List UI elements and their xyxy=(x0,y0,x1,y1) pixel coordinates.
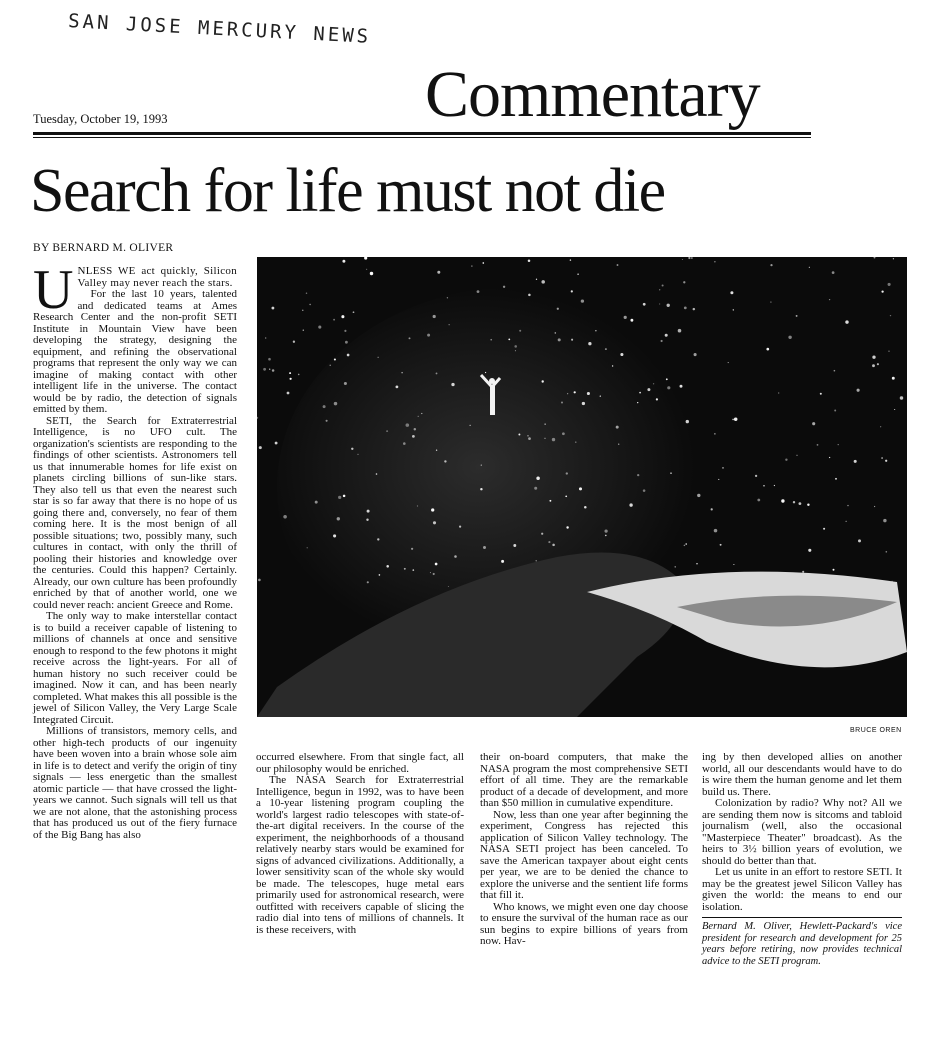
star xyxy=(577,273,579,275)
star xyxy=(263,368,266,371)
star xyxy=(431,508,434,511)
star xyxy=(566,526,568,528)
star xyxy=(433,521,436,524)
star xyxy=(309,304,310,305)
star xyxy=(809,267,810,268)
star xyxy=(893,258,894,259)
star xyxy=(557,308,559,310)
paragraph: For the last 10 years, talented and dedicated teams at Ames Research Center and the non-profit SETI Institute in Mountain View have been developing the strategy, designing the equipment, and refining the observational programs that represent the only way we can imagine of making contact with other intelligent life in the universe. The contact would be by radio, the detection of signals emitted by them. xyxy=(33,288,237,415)
star xyxy=(555,332,557,334)
star xyxy=(846,521,847,522)
star xyxy=(637,402,638,403)
star xyxy=(549,500,551,502)
star xyxy=(838,444,839,445)
star xyxy=(858,539,861,542)
star xyxy=(333,319,335,321)
star xyxy=(643,303,646,306)
star xyxy=(433,315,436,318)
star xyxy=(565,495,567,497)
paragraph: ing by then developed allies on another world, all our descendants would have to do is wire them the human genome and let them build us. There. xyxy=(702,751,902,798)
star xyxy=(545,424,546,425)
star xyxy=(881,290,883,292)
star xyxy=(518,434,520,436)
star xyxy=(711,508,713,510)
star xyxy=(686,420,689,423)
star xyxy=(571,290,573,292)
masthead-rule xyxy=(33,132,811,135)
star xyxy=(639,392,641,394)
star xyxy=(485,372,486,373)
star xyxy=(528,294,531,297)
star xyxy=(661,340,663,342)
star xyxy=(265,337,266,338)
star xyxy=(315,501,318,504)
star xyxy=(605,535,607,537)
star xyxy=(444,460,446,462)
star xyxy=(418,416,419,417)
star xyxy=(421,413,422,414)
night-sky-figure-illustration xyxy=(257,257,907,717)
star xyxy=(812,422,815,425)
star xyxy=(535,560,536,561)
star xyxy=(558,338,561,341)
star xyxy=(344,382,347,385)
star xyxy=(886,551,888,553)
star xyxy=(808,549,811,552)
star xyxy=(471,266,472,267)
star xyxy=(618,444,619,445)
star xyxy=(259,446,262,449)
star xyxy=(832,271,835,274)
star xyxy=(616,426,619,429)
lead-paragraph xyxy=(33,259,237,321)
byline: BY BERNARD M. OLIVER xyxy=(33,242,174,254)
star xyxy=(612,365,613,366)
star xyxy=(451,383,454,386)
star xyxy=(680,385,683,388)
star xyxy=(357,454,358,455)
star xyxy=(449,324,450,325)
star xyxy=(684,307,687,310)
star xyxy=(343,495,346,498)
star xyxy=(894,409,895,410)
star xyxy=(684,545,686,547)
star xyxy=(834,370,836,372)
star xyxy=(345,341,348,344)
star xyxy=(696,563,697,564)
star xyxy=(412,435,415,438)
star xyxy=(289,378,291,380)
star xyxy=(342,260,345,263)
star xyxy=(501,560,504,563)
star xyxy=(624,316,627,319)
star xyxy=(367,581,369,583)
star xyxy=(694,353,697,356)
article-column-4 xyxy=(702,752,902,967)
paragraph: Millions of transistors, memory cells, and other high-tech products of our ingenuity have been woven into a brain whose sole aim in life is to detect and verify the origin of tiny signals — less energetic than the smallest atomic particle — that have crossed the light-years we cannot. Such signals will tell us that we are not alone, that the astonishing process that has produced us out of the fiery furnace of the Big Bang has also xyxy=(33,725,237,841)
star xyxy=(334,358,336,360)
star xyxy=(793,501,795,503)
star xyxy=(732,419,734,421)
star xyxy=(433,573,435,575)
star xyxy=(733,309,734,310)
star xyxy=(366,518,368,520)
star xyxy=(665,334,668,337)
star xyxy=(534,487,537,490)
star xyxy=(536,477,540,481)
star xyxy=(574,391,576,393)
star xyxy=(481,464,482,465)
star xyxy=(667,304,670,307)
star xyxy=(774,485,775,486)
star xyxy=(503,286,505,288)
star xyxy=(379,574,381,576)
star xyxy=(667,386,670,389)
star xyxy=(353,311,355,313)
star xyxy=(293,341,295,343)
star xyxy=(323,405,326,408)
star xyxy=(548,541,550,543)
star xyxy=(620,353,623,356)
star xyxy=(272,369,275,372)
paragraph: SETI, the Search for Extraterrestrial Intelligence, is no UFO cult. The organization's scientists are responding to the findings of other scientists. Astronomers tell us that innumerable homes for life exist on planets circling billions of sun-like stars. They also tell us that even the nearest such star is so far away that there is no hope of us going there and, conversely, no fear of them coming here. It is the most benign of all possible situations; two, possibly many, such cultures in contact, with only the thrill of pooling their histories and knowledge over the centuries. Could this happen? Certainly. Already, our own culture has been profoundly enriched by that of another world, one we could never reach: ancient Greece and Rome. xyxy=(33,414,237,611)
star xyxy=(528,437,531,440)
paragraph: Now, less than one year after beginning the experiment, Congress has rejected this application of Silicon Valley technology. The NASA SETI project has been canceled. To save the American taxpayer about eight cents per year, we are to be denied the chance to explore the universe and the sentient life forms that fill it. xyxy=(480,808,688,901)
star xyxy=(685,543,687,545)
star xyxy=(880,426,881,427)
star xyxy=(268,358,271,361)
star xyxy=(287,392,290,395)
star xyxy=(874,506,875,507)
star xyxy=(802,571,804,573)
drop-cap: U xyxy=(33,259,74,321)
star xyxy=(714,261,715,262)
star xyxy=(807,504,809,506)
star xyxy=(396,386,399,389)
star xyxy=(829,299,830,300)
handwritten-source-note: SAN JOSE MERCURY NEWS xyxy=(67,10,372,48)
star xyxy=(303,330,304,331)
star xyxy=(448,586,449,587)
star xyxy=(693,308,695,310)
star xyxy=(370,272,373,275)
star xyxy=(337,517,340,520)
star xyxy=(566,472,568,474)
star xyxy=(834,410,836,412)
paragraph: Who knows, we might even one day choose to ensure the survival of the human race as our sun begins to expire billions of years from now. Hav- xyxy=(480,900,688,947)
star xyxy=(605,348,607,350)
star xyxy=(527,435,529,437)
star xyxy=(629,503,632,506)
star xyxy=(541,280,545,284)
star xyxy=(820,393,822,395)
star xyxy=(885,460,887,462)
star xyxy=(847,505,848,506)
star xyxy=(271,307,274,310)
star xyxy=(900,396,903,399)
star xyxy=(544,438,545,439)
star xyxy=(659,289,660,290)
paragraph: Let us unite in an effort to restore SETI. It may be the greatest jewel Silicon Valley has given the world: the means to end our isolation. xyxy=(702,866,902,913)
star xyxy=(542,380,544,382)
star xyxy=(833,569,835,571)
star xyxy=(575,441,576,442)
star xyxy=(508,338,510,340)
star xyxy=(662,284,664,286)
star xyxy=(877,363,879,365)
star xyxy=(377,538,379,540)
star xyxy=(653,383,654,384)
star xyxy=(552,544,555,547)
star xyxy=(528,260,531,263)
star xyxy=(351,448,353,450)
author-bio: Bernard M. Oliver, Hewlett-Packard's vice president for research and development for 25 years before retiring, now provides technical advice to the SETI program. xyxy=(702,917,902,967)
star xyxy=(854,460,857,463)
star xyxy=(781,499,784,502)
star xyxy=(483,546,486,549)
star xyxy=(778,392,779,393)
lead-text: NLESS WE act quickly, Silicon Valley may never reach the stars. xyxy=(77,265,237,289)
star xyxy=(378,357,379,358)
article-column-3 xyxy=(480,752,688,948)
star xyxy=(845,320,848,323)
star xyxy=(588,342,591,345)
star xyxy=(581,299,584,302)
star xyxy=(338,496,341,499)
publication-date: Tuesday, October 19, 1993 xyxy=(33,112,168,126)
star xyxy=(881,457,883,459)
star xyxy=(401,372,403,374)
star xyxy=(536,279,537,280)
star xyxy=(454,555,457,558)
star xyxy=(656,398,658,400)
star xyxy=(333,534,336,537)
star xyxy=(386,430,388,432)
star xyxy=(562,432,565,435)
star xyxy=(403,442,406,445)
star xyxy=(630,319,633,322)
star xyxy=(307,547,308,548)
star xyxy=(770,301,771,302)
star xyxy=(730,291,733,294)
star xyxy=(366,269,367,270)
star xyxy=(412,569,414,571)
star xyxy=(344,330,346,332)
star xyxy=(605,530,608,533)
star xyxy=(788,336,791,339)
star xyxy=(459,526,461,528)
star xyxy=(817,444,819,446)
star xyxy=(659,303,660,304)
star xyxy=(552,438,555,441)
star xyxy=(579,487,582,490)
star xyxy=(872,364,875,367)
paragraph: their on-board computers, that make the NASA program the most comprehensive SETI effort of all time. They are the remarkable product of a decade of development, and more than $50 million in cumulative expenditure. xyxy=(480,751,688,809)
star xyxy=(411,548,413,550)
star xyxy=(835,478,837,480)
star xyxy=(582,402,585,405)
star xyxy=(376,473,378,475)
star xyxy=(430,572,431,573)
star xyxy=(330,365,331,366)
star xyxy=(435,563,438,566)
star xyxy=(367,510,370,513)
star xyxy=(318,326,321,329)
star xyxy=(678,329,682,333)
star xyxy=(404,568,406,570)
star xyxy=(718,479,719,480)
star xyxy=(883,519,886,522)
star xyxy=(447,297,448,298)
star xyxy=(514,345,517,348)
star xyxy=(888,351,889,352)
star xyxy=(714,433,715,434)
star xyxy=(728,362,729,363)
star xyxy=(683,281,685,283)
star xyxy=(637,474,639,476)
star xyxy=(269,369,270,370)
star xyxy=(733,564,734,565)
star xyxy=(519,330,521,332)
star xyxy=(406,423,410,427)
star xyxy=(796,315,798,317)
headline: Search for life must not die xyxy=(30,157,665,225)
star xyxy=(799,502,802,505)
star xyxy=(409,337,411,339)
star xyxy=(890,315,891,316)
star xyxy=(482,262,484,264)
star xyxy=(675,566,676,567)
star xyxy=(570,259,571,260)
masthead-rule-thin xyxy=(33,137,811,138)
star xyxy=(289,372,291,374)
star xyxy=(763,485,765,487)
star xyxy=(306,292,307,293)
star xyxy=(722,467,724,469)
star xyxy=(670,472,672,474)
star xyxy=(770,264,772,266)
star xyxy=(347,354,350,357)
star xyxy=(796,455,797,456)
star xyxy=(477,290,480,293)
star xyxy=(617,264,619,266)
star xyxy=(682,259,683,260)
star xyxy=(386,565,389,568)
star xyxy=(755,475,757,477)
star xyxy=(302,310,303,311)
star xyxy=(872,356,875,359)
star xyxy=(785,459,787,461)
star xyxy=(283,515,287,519)
star xyxy=(892,377,895,380)
star xyxy=(571,339,573,341)
star xyxy=(595,330,596,331)
star xyxy=(326,420,328,422)
star xyxy=(714,529,718,533)
star xyxy=(334,402,337,405)
star xyxy=(541,533,543,535)
star xyxy=(298,374,300,376)
paragraph: Colonization by radio? Why not? All we are sending them now is sitcoms and tabloid journalism (well, also the occasional "Masterpiece Theater" broadcast). As the heirs to 3½ billion years of evolution, we should do better than that. xyxy=(702,797,902,867)
star xyxy=(691,257,693,259)
star xyxy=(417,505,418,506)
star xyxy=(480,488,482,490)
star xyxy=(513,544,516,547)
star xyxy=(720,544,722,546)
star xyxy=(666,378,668,380)
star xyxy=(470,425,471,426)
section-title: Commentary xyxy=(425,58,760,131)
star xyxy=(567,393,568,394)
star xyxy=(275,442,278,445)
star xyxy=(697,494,700,497)
star xyxy=(515,350,516,351)
star xyxy=(436,450,437,451)
paragraph: The only way to make interstellar contact is to build a receiver capable of listening to millions of channels at once and sensitive enough to respond to the few photons it might receive across the light-years. For all of human history no such receiver could be imagined. Now it can, and has been nearly completed. What makes this all possible is the jewel of Silicon Valley, the Very Large Scale Integrated Circuit. xyxy=(33,610,237,726)
illustration-credit: BRUCE OREN xyxy=(850,727,902,734)
paragraph: occurred elsewhere. From that single fact, all our philosophy would be enriched. xyxy=(256,751,464,775)
star xyxy=(437,271,440,274)
star xyxy=(888,283,891,286)
star xyxy=(436,372,438,374)
paragraph: The NASA Search for Extraterrestrial Intelligence, begun in 1992, was to have been a 10-year listening program coupling the world's largest radio telescopes with state-of-the-art digital receivers. In the course of the experiment, the neighborhoods of a thousand relatively nearby stars would be examined for signs of advanced civilizations. Additionally, a lower sensitivity scan of the whole sky would be made. The telescopes, huge metal ears primarily used for astronomical research, were outfitted with receivers capable of slicing the radio dial into tens of millions of channels. It is these receivers, with xyxy=(256,774,464,936)
star xyxy=(490,339,492,341)
star xyxy=(643,489,646,492)
star xyxy=(766,348,769,351)
star xyxy=(414,428,416,430)
article-column-2 xyxy=(256,752,464,936)
article-column-1 xyxy=(33,259,237,841)
star xyxy=(734,418,737,421)
star xyxy=(823,528,825,530)
star xyxy=(258,579,261,582)
star xyxy=(587,392,590,395)
star xyxy=(757,499,760,502)
star xyxy=(561,402,563,404)
star xyxy=(427,334,430,337)
star xyxy=(584,506,587,509)
star xyxy=(647,388,650,391)
star xyxy=(829,457,830,458)
star xyxy=(857,389,860,392)
star xyxy=(341,315,344,318)
star xyxy=(600,395,601,396)
